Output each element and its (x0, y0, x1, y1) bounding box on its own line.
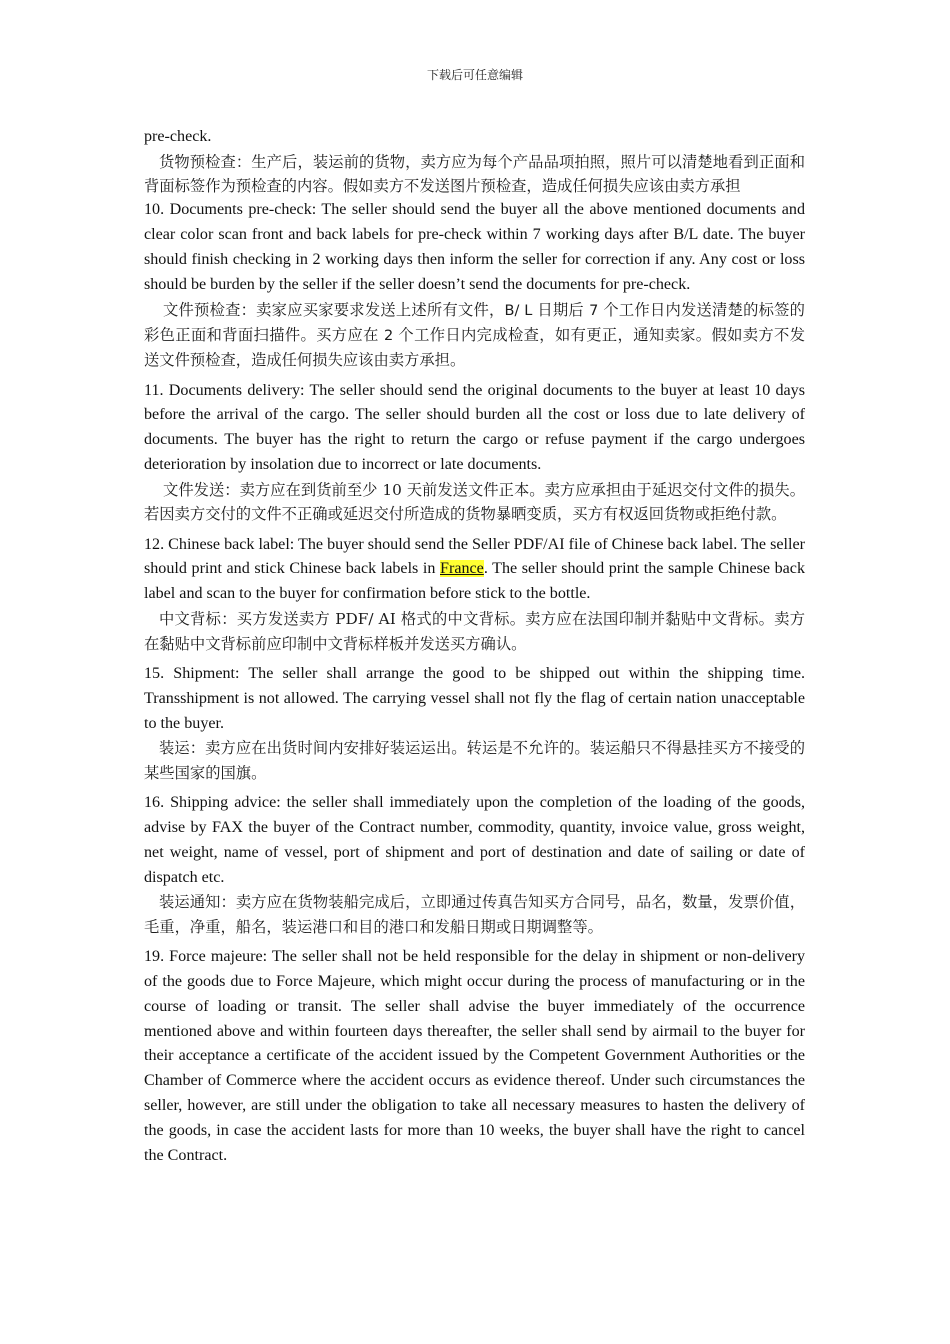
section-10-zh-part-d: 个工作日内完成检查，如有更正，通知卖家。假如卖方不发送文件预检查，造成任何损失应该由卖方承担。 (144, 326, 805, 370)
section-16-zh: 装运通知：卖方应在货物装船完成后，立即通过传真告知买方合同号，品名，数量，发票价值，毛重，净重，船名，装运港口和目的港口和发船日期或日期调整等。 (144, 893, 805, 936)
section-9-tail-en: pre-check. (144, 128, 212, 145)
section-10-zh-seven: 7 (589, 302, 599, 319)
highlighted-word-france: France (440, 560, 484, 578)
section-10-zh-part-b: 日期后 (532, 300, 590, 319)
page-header: 下载后可任意编辑 (426, 68, 523, 82)
section-19-en: 19. Force majeure: The seller shall not be held responsible for the delay in shipment or non-delivery of the goods due to Force Majeure, which might occur during the process of manufacturing or in the course of loading or transit. The seller shall advise the buyer immediately of the occurrence mentioned above and within fourteen days thereafter, the seller shall send by airmail to the buyer for their acceptance a certificate of the accident issued by the Competent Government Authorities or the Chamber of Commerce where the accident occurs as evidence thereof. Under such circumstances the seller, however, are still under the obligation to take all necessary measures to hasten the delivery of the goods, in case the accident lasts for more than 10 weeks, the buyer shall have the right to cancel the Contract. (144, 947, 805, 1165)
section-10-zh-part-c: 个工作日内发送清楚的标签的彩色正面和背面扫描件。买方应在 (144, 300, 805, 345)
section-12-en (144, 533, 805, 608)
section-15-zh: 装运：卖方应在出货时间内安排好装运运出。转运是不允许的。装运船只不得悬挂买方不接受的某些国家的国旗。 (144, 739, 805, 782)
section-10-zh-part-a: 文件预检查：卖家应买家要求发送上述所有文件， (163, 300, 505, 319)
section-10-zh-bl: B/ L (504, 302, 533, 319)
section-12-zh: 中文背标：买方发送卖方 PDF/ AI 格式的中文背标。卖方应在法国印制并黏贴中文背标。卖方在黏贴中文背标前应印制中文背标样板并发送买方确认。 (144, 610, 805, 653)
section-12-en-part-b: . The seller should print the sample Chinese back label and scan to the buyer for confirmation before stick to the bottle. (144, 560, 805, 603)
section-10-zh (144, 298, 805, 373)
section-11-zh: 文件发送：卖方应在到货前至少 10 天前发送文件正本。卖方应承担由于延迟交付文件的损失。若因卖方交付的文件不正确或延迟交付所造成的货物暴晒变质，买方有权返回货物或拒绝付款。 (144, 481, 805, 524)
section-16-en: 16. Shipping advice: the seller shall immediately upon the completion of the loading of the goods, advise by FAX the buyer of the Contract number, commodity, quantity, invoice value, gross weight, net weight, name of vessel, port of shipment and port of destination and date of sailing or date of dispatch etc. (144, 793, 805, 886)
section-10-en: 10. Documents pre-check: The seller should send the buyer all the above mentioned documents and clear color scan front and back labels for pre-check within 7 working days after B/L date. The buyer should finish checking in 2 working days then inform the seller for correction if any. Any cost or loss should be burden by the seller if the seller doesn’t send the documents for pre-check. (144, 201, 805, 294)
section-10-zh-two: 2 (383, 328, 394, 345)
section-12-en-part-a: 12. Chinese back label: The buyer should send the Seller PDF/AI file of Chinese back label. The seller should print and stick Chinese back labels in (144, 535, 805, 578)
section-11-en: 11. Documents delivery: The seller should send the original documents to the buyer at least 10 days before the arrival of the cargo. The seller should burden all the cost or loss due to late delivery of documents. The buyer has the right to return the cargo or refuse payment if the cargo undergoes deterioration by insolation due to incorrect or late documents. (144, 381, 805, 474)
section-9-zh: 货物预检查：生产后，装运前的货物，卖方应为每个产品品项拍照，照片可以清楚地看到正面和背面标签作为预检查的内容。假如卖方不发送图片预检查，造成任何损失应该由卖方承担 (144, 152, 805, 196)
document-body (144, 125, 805, 1169)
section-15-en: 15. Shipment: The seller shall arrange the good to be shipped out within the shipping time. Transshipment is not allowed. The carrying vessel shall not fly the flag of certain nation unacceptable to the buyer. (144, 664, 805, 732)
